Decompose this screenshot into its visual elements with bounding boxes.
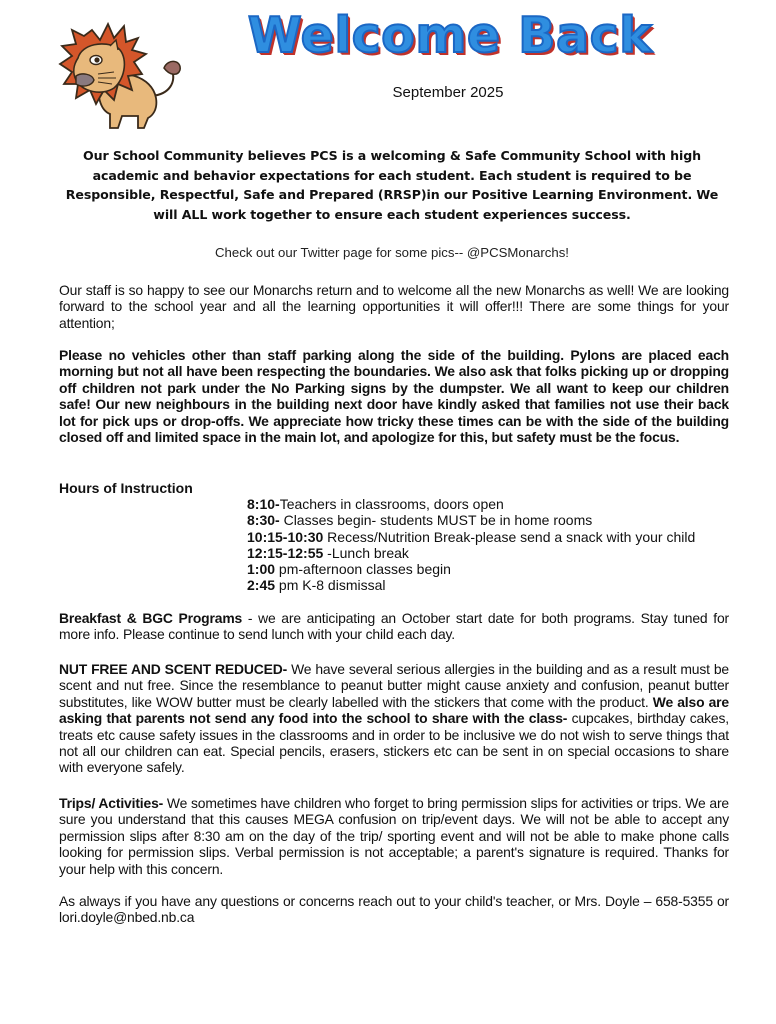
hours-heading: Hours of Instruction <box>59 480 193 496</box>
schedule-desc: Teachers in classrooms, doors open <box>279 496 504 512</box>
breakfast-text: - we are anticipating an October start date for both programs. Stay tuned for more info. Please continue to send lunch with your child each day. <box>59 610 729 643</box>
contact-paragraph: As always if you have any questions or concerns reach out to your child's teacher, or Mrs. Doyle – 658-5355 or lori.doyle@nbed.nb.ca <box>59 893 729 926</box>
schedule-desc: -Lunch break <box>323 544 409 561</box>
schedule-desc: pm-afternoon classes begin <box>275 561 451 578</box>
breakfast-paragraph <box>59 610 729 643</box>
schedule-time: 12:15-12:55 <box>247 544 324 561</box>
trips-heading: Trips/ Activities- <box>59 795 164 811</box>
nut-free-paragraph <box>59 661 729 776</box>
nut-free-food-notice: We also are asking that parents not send any food into the school to share with the class- <box>59 693 729 727</box>
schedule-item <box>247 545 695 561</box>
schedule-item <box>247 512 695 528</box>
nut-free-text: We have several serious allergies in the building and as a result must be scent and nut free. Since the resemblance to peanut butter might cause anxiety and confusion, peanut butter substitutes, like WOW butter must be clearly labelled with the stickers that come with the product. <box>59 661 729 710</box>
nut-free-text-2: cupcakes, birthday cakes, treats etc cause safety issues in the classrooms and in order to be inclusive we do not wish to serve things that not all our children can eat. Special pencils, erasers, stickers etc can be sent in on special occasions to share with everyone safely. <box>59 710 729 776</box>
parking-paragraph: Please no vehicles other than staff parking along the side of the building. Pylons are placed each morning but not all have been respecting the boundaries. We also ask that folks picking up or dropping off children not park under the No Parking signs by the dumpster. We all want to keep our children safe! Our new neighbours in the building next door have kindly asked that families not use their back lot for pick ups or drop-offs. We appreciate how tricky these times can be with the side of the building closed off and limited space in the main lot, and apologize for this, but safety must be the focus. <box>59 347 729 446</box>
nut-free-heading: NUT FREE AND SCENT REDUCED- <box>59 661 288 677</box>
twitter-callout: Check out our Twitter page for some pics-- @PCSMonarchs! <box>215 245 569 260</box>
schedule-item <box>247 529 695 545</box>
schedule-desc: Classes begin- students MUST be in home rooms <box>279 512 593 529</box>
page-title: Welcome Back <box>247 7 653 64</box>
schedule-item <box>247 496 695 512</box>
hours-schedule <box>247 496 695 594</box>
schedule-time: 2:45 <box>247 577 276 594</box>
lion-mascot-icon <box>52 18 188 130</box>
schedule-time: 8:30- <box>247 512 280 529</box>
schedule-item <box>247 561 695 577</box>
schedule-desc: Recess/Nutrition Break-please send a snack with your child <box>323 528 696 545</box>
schedule-time: 8:10- <box>247 496 280 512</box>
schedule-desc: pm K-8 dismissal <box>275 577 386 594</box>
trips-text: We sometimes have children who forget to bring permission slips for activities or trips. We are sure you understand that this causes MEGA confusion on trip/event days. We will not be able to accept any permission slips after 8:30 am on the day of the trip/ sporting event and will not be able to make phone calls looking for permission slips. Verbal permission is not acceptable; a parent's signature is required. Thanks for your help with this concern. <box>59 795 729 877</box>
newsletter-date: September 2025 <box>392 84 504 101</box>
schedule-item <box>247 577 695 593</box>
schedule-time: 10:15-10:30 <box>247 528 324 545</box>
schedule-time: 1:00 <box>247 561 276 578</box>
welcome-paragraph: Our staff is so happy to see our Monarchs return and to welcome all the new Monarchs as well! We are looking forward to the school year and all the learning opportunities it will offer!!! There are some things for your attention; <box>59 282 729 331</box>
mission-statement: Our School Community believes PCS is a welcoming & Safe Community School with high academic and behavior expectations for each student. Each student is required to be Responsible, Respectful, Safe and Prepared (RRSP)in our Positive Learning Environment. We will ALL work together to ensure each student experiences success. <box>65 148 719 222</box>
trips-paragraph <box>59 795 729 877</box>
breakfast-heading: Breakfast & BGC Programs <box>59 610 243 626</box>
